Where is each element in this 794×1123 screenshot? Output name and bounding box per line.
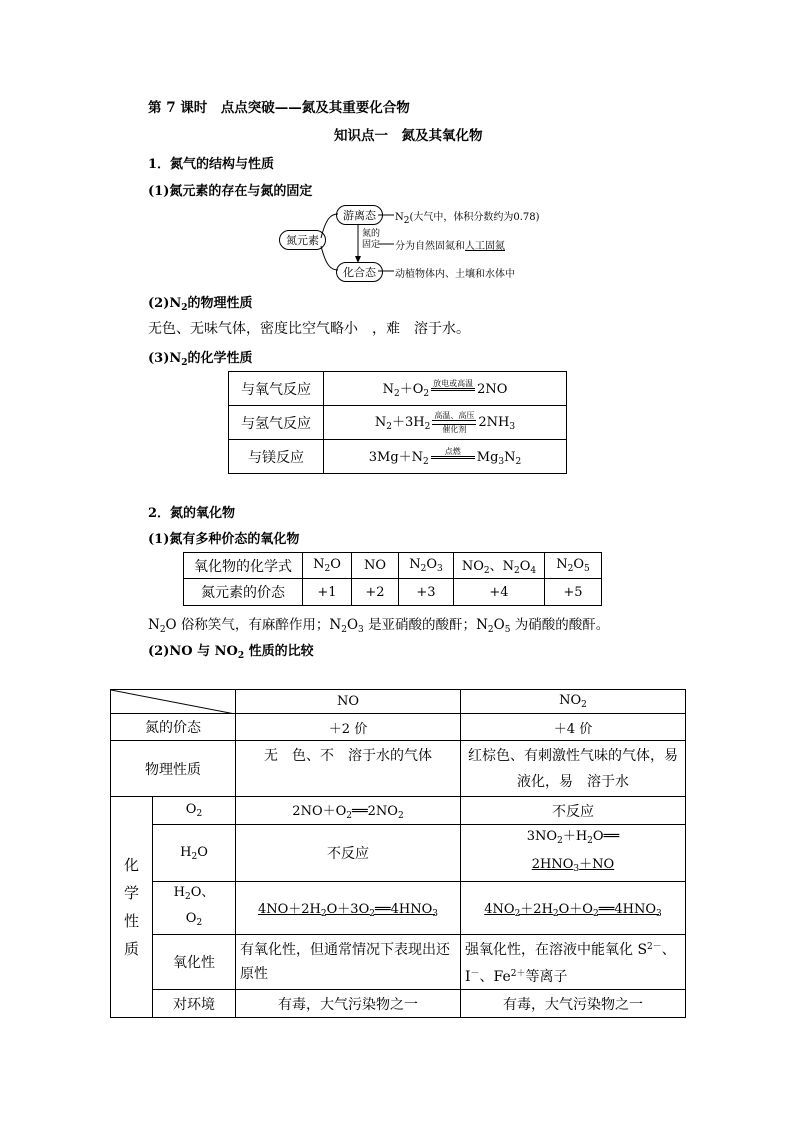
env-label: 对环境 [153, 990, 236, 1018]
phys-row-label: 物理性质 [111, 741, 236, 797]
s2-sub1: (1)氮有多种价态的氧化物 [148, 532, 300, 547]
env-no: 有毒，大气污染物之一 [236, 990, 461, 1018]
section-title: 知识点一 氮及其氧化物 [334, 128, 483, 144]
chem-char-1: 化 [123, 856, 139, 874]
chem-char-3: 性 [123, 912, 139, 930]
diagram-combined-desc: 动植物体内、土壤和水体中 [395, 269, 515, 280]
h2o-o2-no2: $4NO_2+2H_2O+O_2══4HNO_3$ [461, 882, 686, 935]
lesson-title: 第 7 课时 点点突破——氮及其重要化合物 [148, 100, 410, 116]
diagram-free: 游离态 [336, 205, 383, 225]
oxide-n2o: $N_2O$ [303, 553, 352, 579]
h2o-label: $H_2O$ [153, 825, 236, 882]
chem-row-mg-name: 与镁反应 [229, 440, 324, 474]
valence-2: +2 [352, 579, 399, 606]
oxide-valence-table [183, 552, 602, 606]
valence-no: ＋2 价 [236, 714, 461, 741]
h2o-no2: $3NO_2+H_2O══$ $2HNO_3+NO$ [461, 825, 686, 882]
free-desc-text: 大气中，体积分数约为0.78) [413, 212, 540, 223]
fix-desc-b: 人工固氮 [465, 241, 505, 252]
diagram-combined: 化合态 [336, 262, 383, 282]
sub2-text: (2)NO 与 NO [148, 644, 238, 659]
oxid-no2-line1: 强氧化性，在溶液中能氧化 S [465, 942, 648, 958]
oxide-n2o5: $N_2O_5$ [545, 553, 602, 579]
sub2-suffix: 的物理性质 [187, 296, 253, 311]
oxide-n2o3: $N_2O_3$ [399, 553, 454, 579]
phys-text: 无色、无味气体，密度比空气略小 ，难 溶于水。 [148, 321, 470, 337]
chem-prop-label [111, 797, 153, 1018]
s1-heading: 1．氮气的结构与性质 [148, 157, 275, 172]
note-c: 为硝酸的酸酐。 [514, 617, 610, 633]
o2-text: O [185, 802, 197, 817]
valence-3: +3 [399, 579, 454, 606]
valence-1: +1 [303, 579, 352, 606]
corner-cell [111, 690, 236, 714]
h2o-no: 不反应 [236, 825, 461, 882]
s2-sub2: (2)NO 与 $NO_2$ 性质的比较 [148, 644, 314, 661]
chem-row-o2-eq: $N_2+O_2$ 放电或高温 2NO [324, 372, 567, 406]
oxid-no2-line2: 等离子 [525, 969, 568, 985]
no-no2-compare-table [110, 689, 686, 1018]
oxid-label: 氧化性 [153, 935, 236, 990]
cond-mg: 点燃 [444, 446, 461, 456]
oxid-no-line1: 有氧化性，但通常情况下表现出还 [240, 942, 450, 958]
env-no2: 有毒，大气污染物之一 [461, 990, 686, 1018]
s1-sub3: $(3)N_2$的化学性质 [148, 351, 253, 368]
fix-desc-a: 分为自然固氮和 [395, 241, 465, 252]
diagram-free-desc: N2(大气中，体积分数约为0.78) [395, 212, 540, 226]
diagram-fix-desc [395, 237, 505, 252]
h2o-o2-text: O [185, 911, 197, 926]
sub3-suffix: 的化学性质 [187, 351, 253, 366]
oxide-no2-n2o4: $NO_2$、$N_2O_4$ [454, 553, 545, 579]
valence-5: +5 [545, 579, 602, 606]
h2o-o2-label: $H_2O$、 $O_2$ [153, 882, 236, 935]
note-b: 是亚硝酸的酸酐； [368, 617, 477, 633]
col-no2-text: NO [559, 693, 582, 708]
h2o-o2-no: $4NO+2H_2O+3O_2══4HNO_3$ [236, 882, 461, 935]
sub3-prefix: (3)N [148, 351, 182, 366]
phys-no2-line1: 红棕色、有刺激性气味的气体，易 [468, 747, 678, 764]
note-a: 俗称笑气，有麻醉作用； [180, 617, 330, 633]
valence-4: +4 [454, 579, 545, 606]
valence-no2: ＋4 价 [461, 714, 686, 741]
oxide-no: NO [352, 553, 399, 579]
n2-chem-table [228, 371, 567, 474]
fix-label-1: 氮的 [362, 229, 381, 239]
diagonal-line [111, 690, 235, 714]
cond-h2-bottom: 催化剂 [442, 425, 467, 434]
s2-heading: 2．氮的氧化物 [148, 506, 236, 521]
h2o-text: H [180, 844, 192, 860]
chem-char-4: 质 [123, 940, 139, 958]
fix-label-2: 固定 [362, 240, 381, 250]
phys-no2 [461, 741, 686, 797]
chem-row-h2-name: 与氢气反应 [229, 406, 324, 440]
chem-row-mg-eq: $3Mg+N_2$ 点燃 $Mg_3N_2$ [324, 440, 567, 474]
cond-h2-top: 高温、高压 [434, 411, 475, 420]
oxid-no [236, 935, 461, 990]
chem-char-2: 学 [123, 884, 139, 902]
s1-sub2: $(2)N_2$的物理性质 [148, 296, 253, 313]
o2-no2: 不反应 [461, 797, 686, 825]
col-no2-header: $NO_2$ [461, 690, 686, 714]
o2-label: $O_2$ [153, 797, 236, 825]
valence-row-label: 氮的价态 [111, 714, 236, 741]
phys-no: 无 色、不 溶于水的气体 [236, 741, 461, 797]
oxid-no-line2: 原性 [240, 966, 268, 982]
oxide-note: $N_2O$ 俗称笑气，有麻醉作用；$N_2O_3$ 是亚硝酸的酸酐；$N_2O_5$ 为硝酸的酸酐。 [148, 617, 610, 635]
valence-label: 氮元素的价态 [184, 579, 303, 606]
s1-sub1: (1)氮元素的存在与氮的固定 [148, 184, 313, 199]
sub2-prefix: (2)N [148, 296, 182, 311]
chem-row-h2-eq: $N_2+3H_2$ 高温、高压 催化剂 $2NH_3$ [324, 406, 567, 440]
chem-row-o2-name: 与氧气反应 [229, 372, 324, 406]
phys-no2-line2: 液化，易 溶于水 [517, 773, 629, 790]
diagram-fix-label [362, 229, 380, 251]
cond-o2: 放电或高温 [433, 378, 474, 388]
col-no-header: NO [236, 690, 461, 714]
oxid-no2: 强氧化性，在溶液中能氧化 $S^{2-}$、 I－、$Fe^{2+}$等离子 [461, 935, 686, 990]
oxide-formula-label: 氧化物的化学式 [184, 553, 303, 579]
o2-no: $2NO+O_2══2NO_2$ [236, 797, 461, 825]
diagram-root: 氮元素 [279, 230, 326, 250]
